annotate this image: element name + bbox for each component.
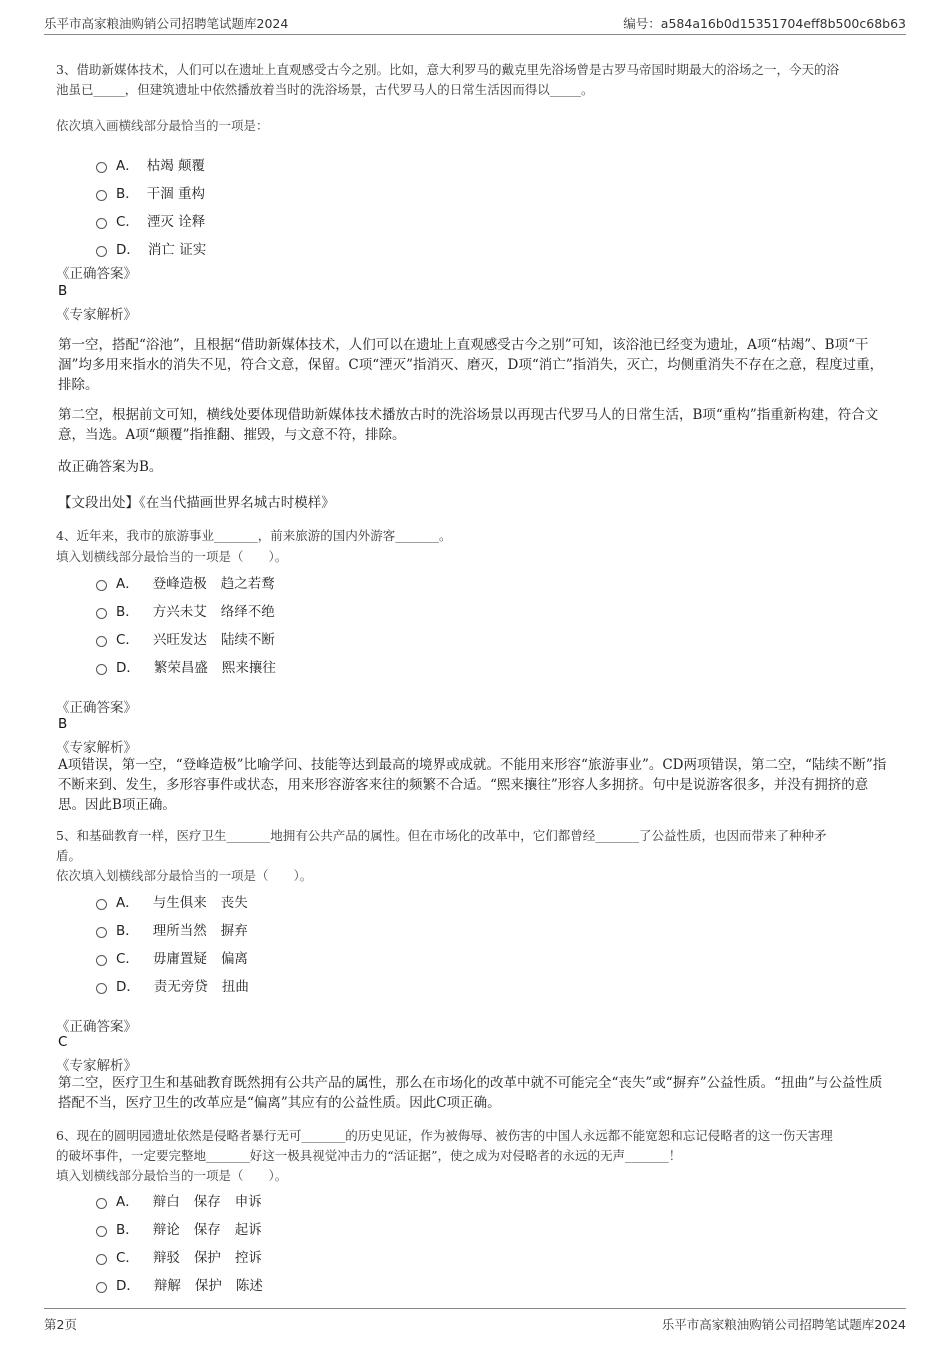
question-5-option-d[interactable]: D． 责无旁贷 扭曲 [96, 971, 249, 999]
radio-icon[interactable] [96, 1282, 107, 1293]
question-5-analysis-label: 《专家解析》 [56, 1058, 137, 1074]
question-4-stem [56, 526, 894, 546]
radio-icon[interactable] [96, 955, 107, 966]
radio-icon[interactable] [96, 664, 107, 675]
question-4-options [96, 568, 276, 680]
question-5-answer-label: 《正确答案》 [56, 1019, 137, 1035]
question-6-line-1: 6、现在的圆明园遗址依然是侵略者暴行无可_______的历史见证，作为被侮辱、被伤害的中国人永远都不能宽恕和忘记侵略者的这一伤天害理 [56, 1128, 833, 1143]
question-4-answer-label: 《正确答案》 [56, 700, 137, 716]
question-4-instruction: 填入划横线部分最恰当的一项是（ ）。 [56, 549, 288, 564]
footer-title: 乐平市高家粮油购销公司招聘笔试题库2024 [661, 1317, 906, 1332]
question-4-option-a[interactable]: A． 登峰造极 趋之若鹜 [96, 568, 276, 596]
radio-icon[interactable] [96, 1226, 107, 1237]
question-4-answer: B [58, 716, 68, 732]
question-3-option-a[interactable]: A． 枯竭 颠覆 [96, 150, 206, 178]
question-6-option-a[interactable]: A． 辩白 保存 申诉 [96, 1186, 263, 1214]
radio-icon[interactable] [96, 162, 107, 173]
question-5-option-b[interactable]: B． 理所当然 摒弃 [96, 915, 249, 943]
question-6-option-b[interactable]: B． 辩论 保存 起诉 [96, 1214, 263, 1242]
radio-icon[interactable] [96, 190, 107, 201]
question-6-option-d[interactable]: D． 辩解 保护 陈述 [96, 1270, 263, 1298]
question-3-options [96, 150, 206, 262]
question-5-stem [56, 826, 894, 866]
question-3-line-1: 3、借助新媒体技术，人们可以在遗址上直观感受古今之别。比如，意大利罗马的戴克里先浴场曾是古罗马帝国时期最大的浴场之一，今天的浴 [56, 62, 839, 77]
question-3-stem [56, 60, 894, 100]
question-4-analysis-label: 《专家解析》 [56, 740, 137, 756]
question-3-analysis-p3: 故正确答案为B。 [58, 459, 163, 475]
question-3-line-2: 池虽已_____，但建筑遗址中依然播放着当时的洗浴场景，古代罗马人的日常生活因而得以_____。 [56, 82, 594, 97]
question-4-option-d[interactable]: D． 繁荣昌盛 熙来攘往 [96, 652, 276, 680]
page-number: 第2页 [44, 1317, 77, 1332]
question-5-options [96, 887, 249, 999]
page-header [44, 12, 906, 35]
radio-icon[interactable] [96, 927, 107, 938]
question-6-instruction: 填入划横线部分最恰当的一项是（ ）。 [56, 1168, 288, 1183]
question-5-option-a[interactable]: A． 与生俱来 丧失 [96, 887, 249, 915]
question-5-instruction: 依次填入划横线部分最恰当的一项是（ ）。 [56, 868, 313, 883]
question-3-analysis-p2: 第二空，根据前文可知，横线处要体现借助新媒体技术播放古时的洗浴场景以再现古代罗马人的日常生活，B项“重构”指重新构建，符合文意，当选。A项“颠覆”指推翻、摧毁，与文意不符，排除。 [58, 407, 879, 443]
question-4-option-b[interactable]: B． 方兴未艾 络绎不绝 [96, 596, 276, 624]
question-6-options [96, 1186, 263, 1298]
question-6-line-2: 的破坏事件，一定要完整地_______好这一极具视觉冲击力的“活证据”，使之成为对侵略者的永远的无声_______！ [56, 1148, 682, 1163]
question-3-option-b[interactable]: B． 干涸 重构 [96, 178, 206, 206]
question-4-line-1: 4、近年来，我市的旅游事业_______，前来旅游的国内外游客_______。 [56, 528, 452, 543]
question-5-line-1: 5、和基础教育一样，医疗卫生_______地拥有公共产品的属性。但在市场化的改革中，它们都曾经_______了公益性质，也因而带来了种种矛 [56, 828, 827, 843]
radio-icon[interactable] [96, 218, 107, 229]
question-5-answer: C [58, 1034, 68, 1050]
question-3-analysis-p1: 第一空，搭配“浴池”，且根据“借助新媒体技术，人们可以在遗址上直观感受古今之别”可知，该浴池已经变为遗址，A项“枯竭”、B项“干涸”均多用来指水的消失不见，符合文意，保留。C项“湮灭”指消灭、磨灭，D项“消亡”指消失，灭亡，均侧重消失不存在之意，程度过重，排除。 [58, 337, 884, 393]
radio-icon[interactable] [96, 1254, 107, 1265]
question-6-option-c[interactable]: C． 辩驳 保护 控诉 [96, 1242, 263, 1270]
radio-icon[interactable] [96, 1198, 107, 1209]
question-5-line-2: 盾。 [56, 848, 82, 863]
question-3-analysis-label: 《专家解析》 [56, 307, 137, 323]
question-4-analysis: A项错误，第一空，“登峰造极”比喻学问、技能等达到最高的境界或成就。不能用来形容“旅游事业”。CD两项错误，第二空，“陆续不断”指不断来到、发生，多形容事件或状态，用来形容游客来往的频繁不合适。“熙来攘往”形容人多拥挤。句中是说游客很多，并没有拥挤的意思。因此B项正确。 [58, 757, 887, 813]
question-3-instruction: 依次填入画横线部分最恰当的一项是： [56, 118, 269, 133]
radio-icon[interactable] [96, 246, 107, 257]
question-3-answer: B [58, 283, 68, 299]
question-3-option-d[interactable]: D． 消亡 证实 [96, 234, 206, 262]
radio-icon[interactable] [96, 608, 107, 619]
radio-icon[interactable] [96, 636, 107, 647]
page-footer [44, 1308, 906, 1335]
question-5-option-c[interactable]: C． 毋庸置疑 偏离 [96, 943, 249, 971]
question-3-option-c[interactable]: C． 湮灭 诠释 [96, 206, 206, 234]
radio-icon[interactable] [96, 580, 107, 591]
question-3-source: 【文段出处】《在当代描画世界名城古时模样》 [58, 495, 335, 511]
question-6-stem [56, 1126, 894, 1166]
question-5-analysis: 第二空，医疗卫生和基础教育既然拥有公共产品的属性，那么在市场化的改革中就不可能完全“丧失”或“摒弃”公益性质。“扭曲”与公益性质搭配不当，医疗卫生的改革应是“偏离”其应有的公益性质。因此C项正确。 [58, 1075, 883, 1111]
question-4-option-c[interactable]: C． 兴旺发达 陆续不断 [96, 624, 276, 652]
header-title: 乐平市高家粮油购销公司招聘笔试题库2024 [44, 16, 289, 31]
radio-icon[interactable] [96, 983, 107, 994]
radio-icon[interactable] [96, 899, 107, 910]
header-code: 编号：a584a16b0d15351704eff8b500c68b63 [623, 16, 906, 31]
question-3-answer-label: 《正确答案》 [56, 266, 137, 282]
